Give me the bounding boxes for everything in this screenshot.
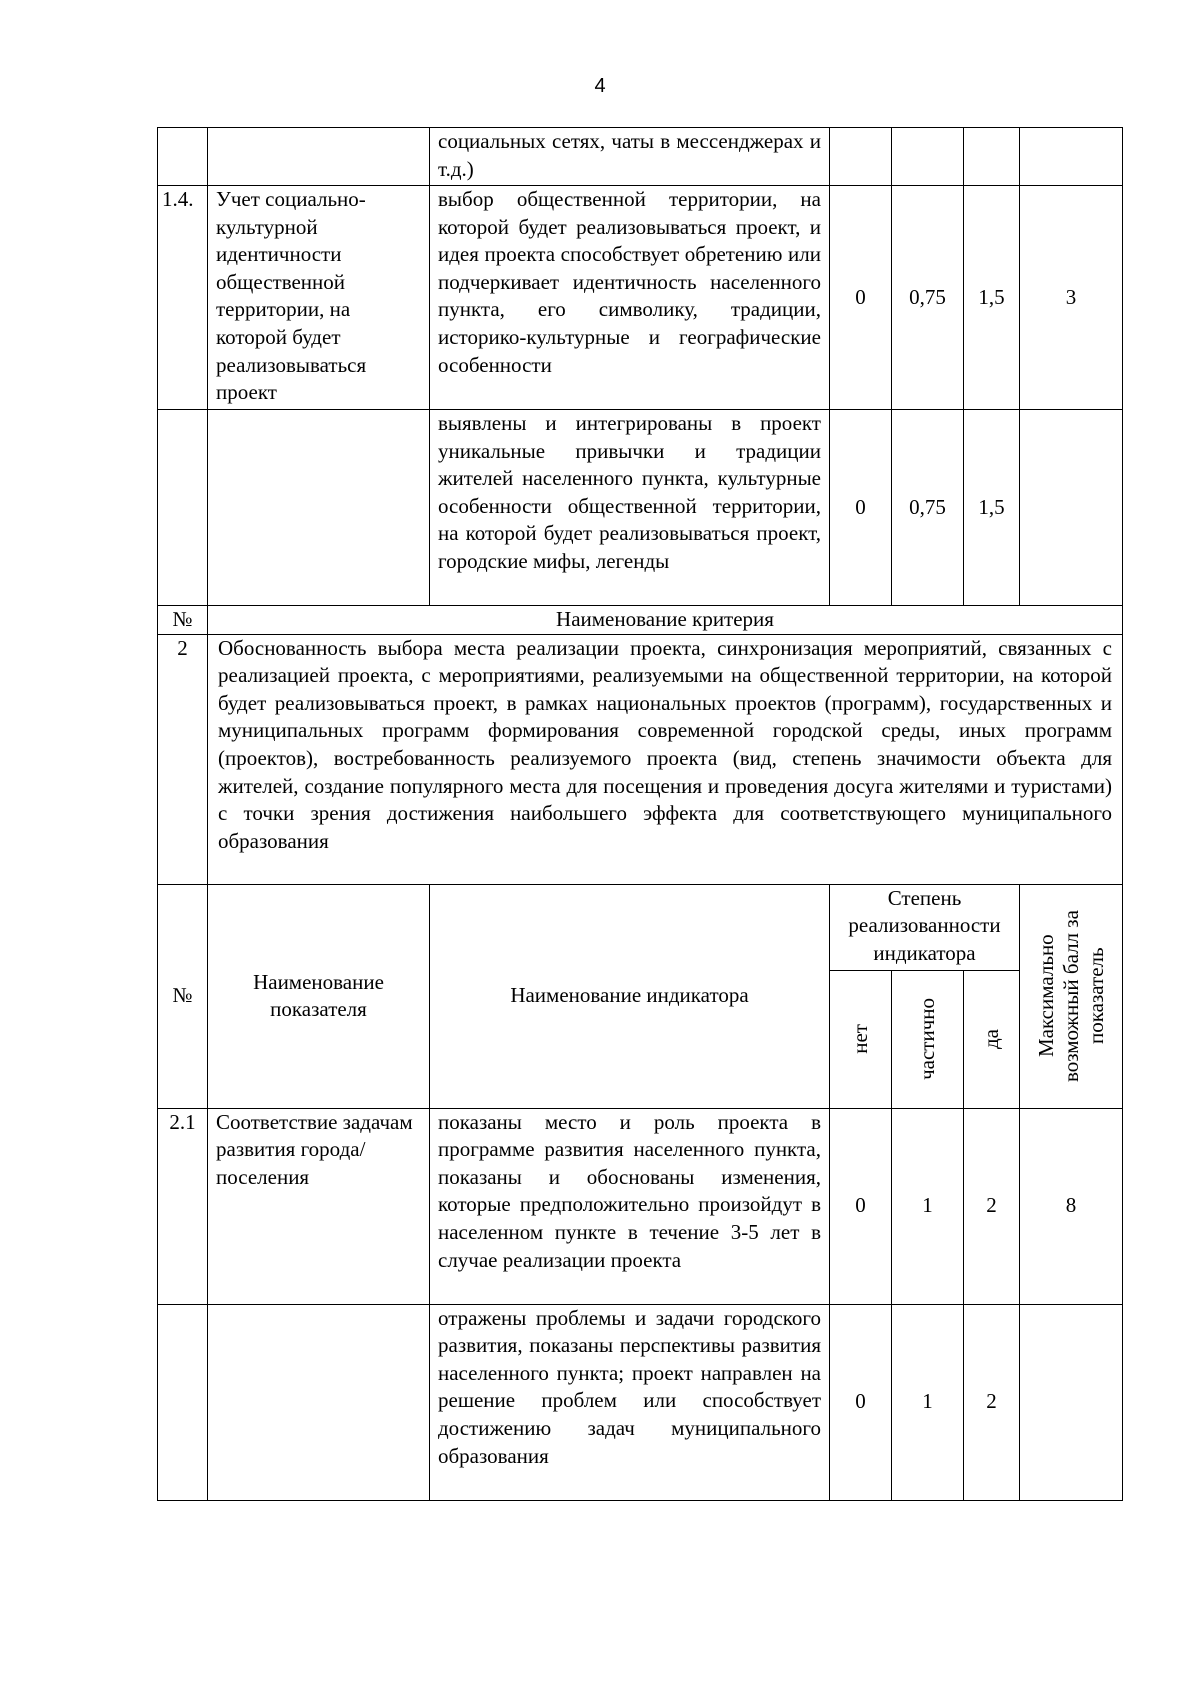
cell-partial: 0,75 — [892, 186, 964, 410]
cell-max — [1020, 128, 1123, 186]
criterion-header-row — [158, 606, 1123, 635]
cell-indicator-name: Учет социально-культурной идентичности общественной территории, на которой будет реализовываться проект — [208, 186, 430, 410]
cell-yes: 1,5 — [964, 410, 1020, 606]
cell-indicator-name: Соответствие задачам развития города/поселения — [208, 1108, 430, 1304]
cell-partial: 1 — [892, 1108, 964, 1304]
cell-yes: 1,5 — [964, 186, 1020, 410]
cell-yes: 2 — [964, 1304, 1020, 1500]
cell-partial: 1 — [892, 1304, 964, 1500]
header-no — [830, 970, 892, 1108]
cell-indicator: выбор общественной территории, на которой будет реализовываться проект, и идея проекта способствует обретению или подчеркивает идентичность населенного пункта, его символику, традиции, историко-культурные и географические особенности — [430, 186, 830, 410]
table-header-row-1 — [158, 884, 1123, 970]
table-row-2-1-b — [158, 1304, 1123, 1500]
cell-indicator: отражены проблемы и задачи городского развития, показаны перспективы развития населенного пункта; проект направлен на решение проблем или способствует достижению задач муниципального образования — [430, 1304, 830, 1500]
cell-indicator: показаны место и роль проекта в программе развития населенного пункта, показаны и обоснованы изменения, которые предположительно произойдут в населенном пункте в течение 3-5 лет в случае реализации проекта — [430, 1108, 830, 1304]
criterion-row-2 — [158, 634, 1123, 884]
cell-no: 0 — [830, 410, 892, 606]
header-partial-label: частично — [914, 998, 939, 1081]
criterion-num: 2 — [158, 634, 208, 884]
cell-num — [158, 410, 208, 606]
header-max-label: Максимально возможный балл за показатель — [1033, 910, 1108, 1083]
header-degree: Степень реализованности индикатора — [830, 884, 1020, 970]
cell-indicator-name — [208, 410, 430, 606]
cell-num — [158, 128, 208, 186]
page-number: 4 — [594, 75, 606, 97]
criterion-text: Обоснованность выбора места реализации проекта, синхронизация мероприятий, связанных с реализацией проекта, с мероприятиями, реализуемыми на общественной территории, на которой будет реализовываться проект, в рамках национальных проектов (программ), государственных и муниципальных программ формирования современной городской среды, иных программ (проектов), востребованность реализуемого проекта (вид, степень значимости объекта для жителей, создание популярного места для посещения и проведения досуга жителями и туристами) с точки зрения достижения наибольшего эффекта для соответствующего муниципального образования — [208, 634, 1123, 884]
table-row-continuation — [158, 128, 1123, 186]
cell-yes: 2 — [964, 1108, 1020, 1304]
table-row-1-4-a — [158, 186, 1123, 410]
header-yes — [964, 970, 1020, 1108]
criteria-table — [157, 127, 1123, 1501]
table-row-1-4-b — [158, 410, 1123, 606]
criterion-name-label: Наименование критерия — [208, 606, 1123, 635]
cell-indicator: социальных сетях, чаты в мессенджерах и т.д.) — [430, 128, 830, 186]
cell-num: 1.4. — [158, 186, 208, 410]
cell-indicator-name — [208, 1304, 430, 1500]
cell-max: 8 — [1020, 1108, 1123, 1304]
criterion-num-label: № — [158, 606, 208, 635]
header-max — [1020, 884, 1123, 1108]
cell-max — [1020, 410, 1123, 606]
header-partial — [892, 970, 964, 1108]
cell-yes — [964, 128, 1020, 186]
cell-partial — [892, 128, 964, 186]
cell-max — [1020, 1304, 1123, 1500]
cell-no — [830, 128, 892, 186]
cell-max: 3 — [1020, 186, 1123, 410]
cell-num: 2.1 — [158, 1108, 208, 1304]
header-indicator-name: Наименование показателя — [208, 884, 430, 1108]
header-indicator: Наименование индикатора — [430, 884, 830, 1108]
header-no-label: нет — [847, 1024, 872, 1054]
cell-indicator: выявлены и интегрированы в проект уникальные привычки и традиции жителей населенного пункта, культурные особенности общественной территории, на которой будет реализовываться проект, городские мифы, легенды — [430, 410, 830, 606]
cell-partial: 0,75 — [892, 410, 964, 606]
cell-no: 0 — [830, 1108, 892, 1304]
cell-indicator-name — [208, 128, 430, 186]
header-num: № — [158, 884, 208, 1108]
table-row-2-1-a — [158, 1108, 1123, 1304]
cell-num — [158, 1304, 208, 1500]
cell-no: 0 — [830, 1304, 892, 1500]
cell-no: 0 — [830, 186, 892, 410]
header-yes-label: да — [978, 1029, 1003, 1050]
